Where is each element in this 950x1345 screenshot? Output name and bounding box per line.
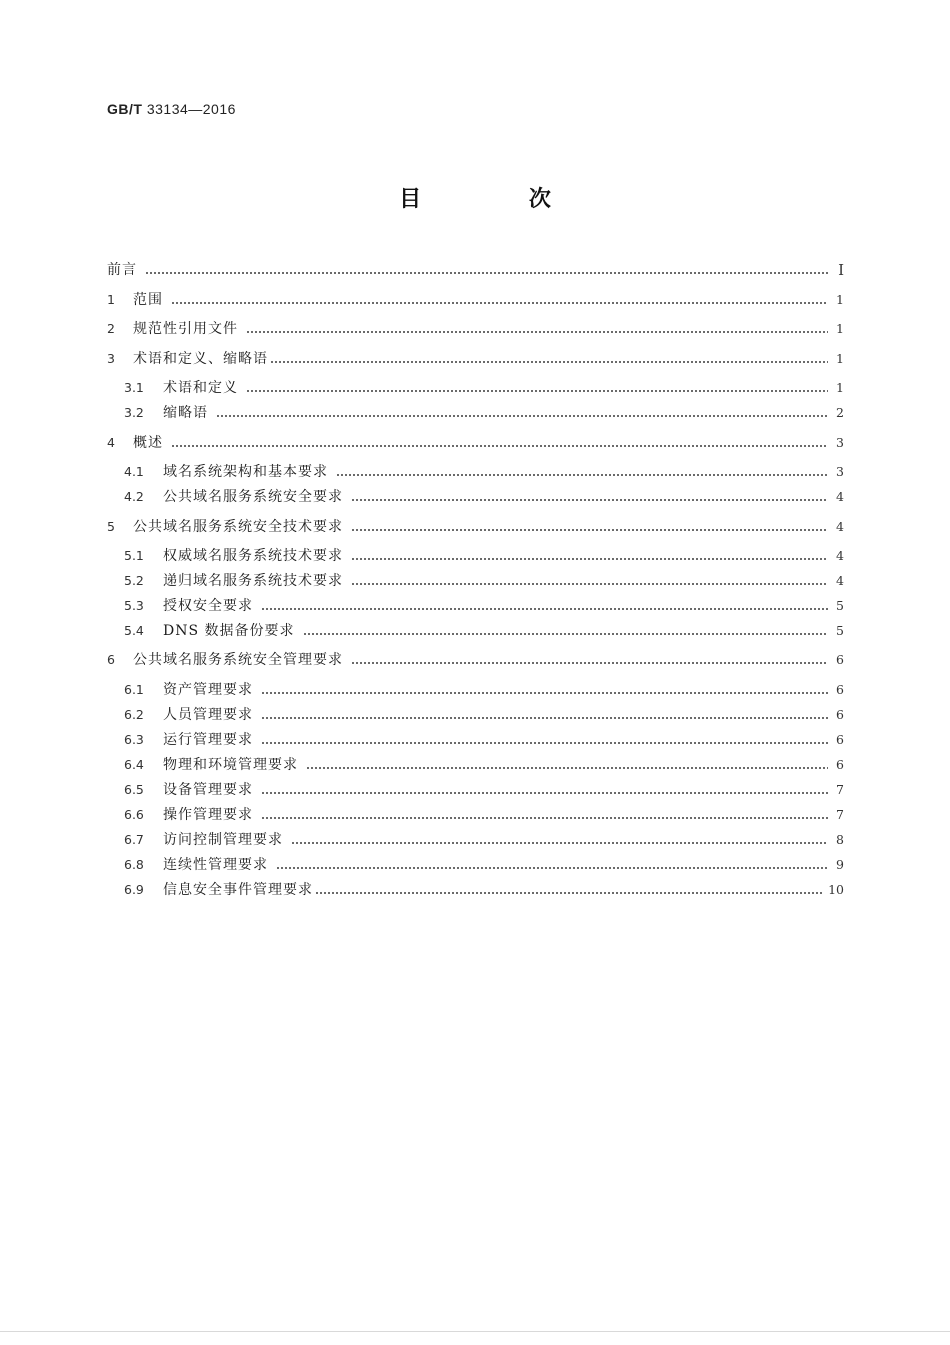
table-of-contents [107, 0, 844, 1345]
dot-leader [303, 621, 828, 641]
toc-entry-label: 连续性管理要求 [163, 857, 268, 873]
dot-leader [351, 546, 828, 566]
toc-entry-number: 6.8 [124, 857, 144, 872]
dot-leader [145, 260, 828, 280]
toc-entry[interactable] [107, 349, 844, 369]
toc-entry[interactable] [124, 378, 844, 398]
toc-entry-number: 4.1 [124, 464, 144, 479]
toc-entry-page: 6 [836, 757, 844, 772]
dot-leader [246, 378, 828, 398]
toc-entry-label: 术语和定义、缩略语 [133, 351, 268, 367]
toc-entry[interactable] [124, 680, 844, 700]
toc-entry[interactable] [124, 705, 844, 725]
toc-entry-page: 8 [836, 832, 844, 847]
toc-entry-label: 人员管理要求 [163, 707, 253, 723]
dot-leader [171, 433, 828, 453]
toc-entry-page: 1 [836, 292, 844, 307]
toc-entry-label: 权威域名服务系统技术要求 [163, 548, 343, 564]
dot-leader [261, 705, 828, 725]
toc-entry-number: 1 [107, 292, 115, 307]
toc-entry-number: 6 [107, 652, 115, 667]
toc-entry-label: 概述 [133, 435, 163, 451]
standard-number: 33134—2016 [146, 101, 236, 117]
toc-entry[interactable] [124, 880, 844, 900]
toc-entry[interactable] [124, 571, 844, 591]
dot-leader [351, 517, 828, 537]
dot-leader [351, 650, 828, 670]
toc-entry-label: 规范性引用文件 [133, 321, 238, 337]
toc-entry-label: DNS 数据备份要求 [163, 623, 295, 639]
toc-entry-label: 公共域名服务系统安全技术要求 [133, 519, 343, 535]
dot-leader [261, 730, 828, 750]
dot-leader [216, 403, 828, 423]
toc-entry[interactable] [124, 546, 844, 566]
toc-entry[interactable] [124, 403, 844, 423]
toc-entry-number: 6.5 [124, 782, 144, 797]
toc-entry[interactable] [124, 755, 844, 775]
page-title: 目 次 [399, 187, 601, 212]
toc-entry-page: 1 [836, 380, 844, 395]
toc-entry-number: 6.1 [124, 682, 144, 697]
toc-entry-number: 3.1 [124, 380, 144, 395]
dot-leader [315, 880, 824, 900]
toc-entry-number: 6.7 [124, 832, 144, 847]
toc-entry[interactable] [107, 290, 844, 310]
toc-entry-number: 6.4 [124, 757, 144, 772]
toc-entry-number: 6.2 [124, 707, 144, 722]
toc-entry-page: 9 [836, 857, 844, 872]
dot-leader [276, 855, 828, 875]
toc-entry-page: 5 [836, 598, 844, 613]
toc-entry[interactable] [124, 830, 844, 850]
toc-entry-page: 3 [836, 464, 844, 479]
toc-entry-number: 6.9 [124, 882, 144, 897]
toc-entry-number: 4 [107, 435, 115, 450]
toc-entry-page: 5 [836, 623, 844, 638]
toc-entry-label: 前言 [107, 262, 137, 278]
standard-prefix: GB/T [107, 101, 143, 117]
toc-entry-number: 4.2 [124, 489, 144, 504]
toc-entry-number: 6.6 [124, 807, 144, 822]
toc-entry[interactable] [107, 517, 844, 537]
dot-leader [261, 805, 828, 825]
toc-entry-label: 域名系统架构和基本要求 [163, 464, 328, 480]
toc-entry-label: 公共域名服务系统安全要求 [163, 489, 343, 505]
toc-entry[interactable] [124, 730, 844, 750]
toc-entry-label: 术语和定义 [163, 380, 238, 396]
toc-entry-number: 5.1 [124, 548, 144, 563]
toc-entry-number: 5.4 [124, 623, 144, 638]
toc-entry-label: 授权安全要求 [163, 598, 253, 614]
toc-entry-label: 范围 [133, 292, 163, 308]
toc-entry-page: 6 [836, 652, 844, 667]
toc-entry-label: 操作管理要求 [163, 807, 253, 823]
toc-entry-number: 2 [107, 321, 115, 336]
toc-entry[interactable] [124, 780, 844, 800]
dot-leader [306, 755, 828, 775]
toc-entry[interactable] [107, 319, 844, 339]
dot-leader [336, 462, 828, 482]
toc-entry-label: 公共域名服务系统安全管理要求 [133, 652, 343, 668]
toc-entry[interactable] [107, 433, 844, 453]
toc-entry-page: 6 [836, 732, 844, 747]
dot-leader [270, 349, 828, 369]
dot-leader [261, 780, 828, 800]
toc-entry-number: 5.3 [124, 598, 144, 613]
toc-entry-page: 3 [836, 435, 844, 450]
page-bottom-divider [0, 1331, 950, 1332]
toc-entry-page: Ⅰ [838, 261, 844, 279]
dot-leader [261, 596, 828, 616]
dot-leader [171, 290, 828, 310]
dot-leader [351, 571, 828, 591]
toc-entry-page: 2 [836, 405, 844, 420]
toc-entry-page: 10 [828, 882, 844, 897]
toc-entry[interactable] [124, 855, 844, 875]
toc-entry-page: 4 [836, 489, 844, 504]
toc-entry-page: 4 [836, 573, 844, 588]
toc-entry-number: 5 [107, 519, 115, 534]
toc-entry[interactable] [124, 596, 844, 616]
toc-entry-page: 6 [836, 707, 844, 722]
toc-entry-label: 资产管理要求 [163, 682, 253, 698]
toc-entry-number: 5.2 [124, 573, 144, 588]
toc-entry-label: 信息安全事件管理要求 [163, 882, 313, 898]
dot-leader [261, 680, 828, 700]
toc-entry-page: 1 [836, 321, 844, 336]
toc-entry-page: 6 [836, 682, 844, 697]
dot-leader [246, 319, 828, 339]
toc-entry-number: 6.3 [124, 732, 144, 747]
toc-entry[interactable] [107, 650, 844, 670]
toc-entry-label: 设备管理要求 [163, 782, 253, 798]
toc-entry[interactable] [124, 487, 844, 507]
toc-entry[interactable] [124, 621, 844, 641]
toc-entry-page: 7 [836, 782, 844, 797]
toc-entry[interactable] [124, 805, 844, 825]
toc-entry[interactable] [107, 260, 844, 280]
toc-entry-number: 3 [107, 351, 115, 366]
toc-entry-label: 缩略语 [163, 405, 208, 421]
toc-entry-label: 运行管理要求 [163, 732, 253, 748]
toc-entry-label: 递归域名服务系统技术要求 [163, 573, 343, 589]
toc-entry-page: 4 [836, 548, 844, 563]
toc-entry-page: 1 [836, 351, 844, 366]
toc-entry-page: 4 [836, 519, 844, 534]
toc-entry-label: 物理和环境管理要求 [163, 757, 298, 773]
dot-leader [351, 487, 828, 507]
toc-entry-number: 3.2 [124, 405, 144, 420]
dot-leader [291, 830, 828, 850]
toc-entry-label: 访问控制管理要求 [163, 832, 283, 848]
toc-entry-page: 7 [836, 807, 844, 822]
toc-entry[interactable] [124, 462, 844, 482]
